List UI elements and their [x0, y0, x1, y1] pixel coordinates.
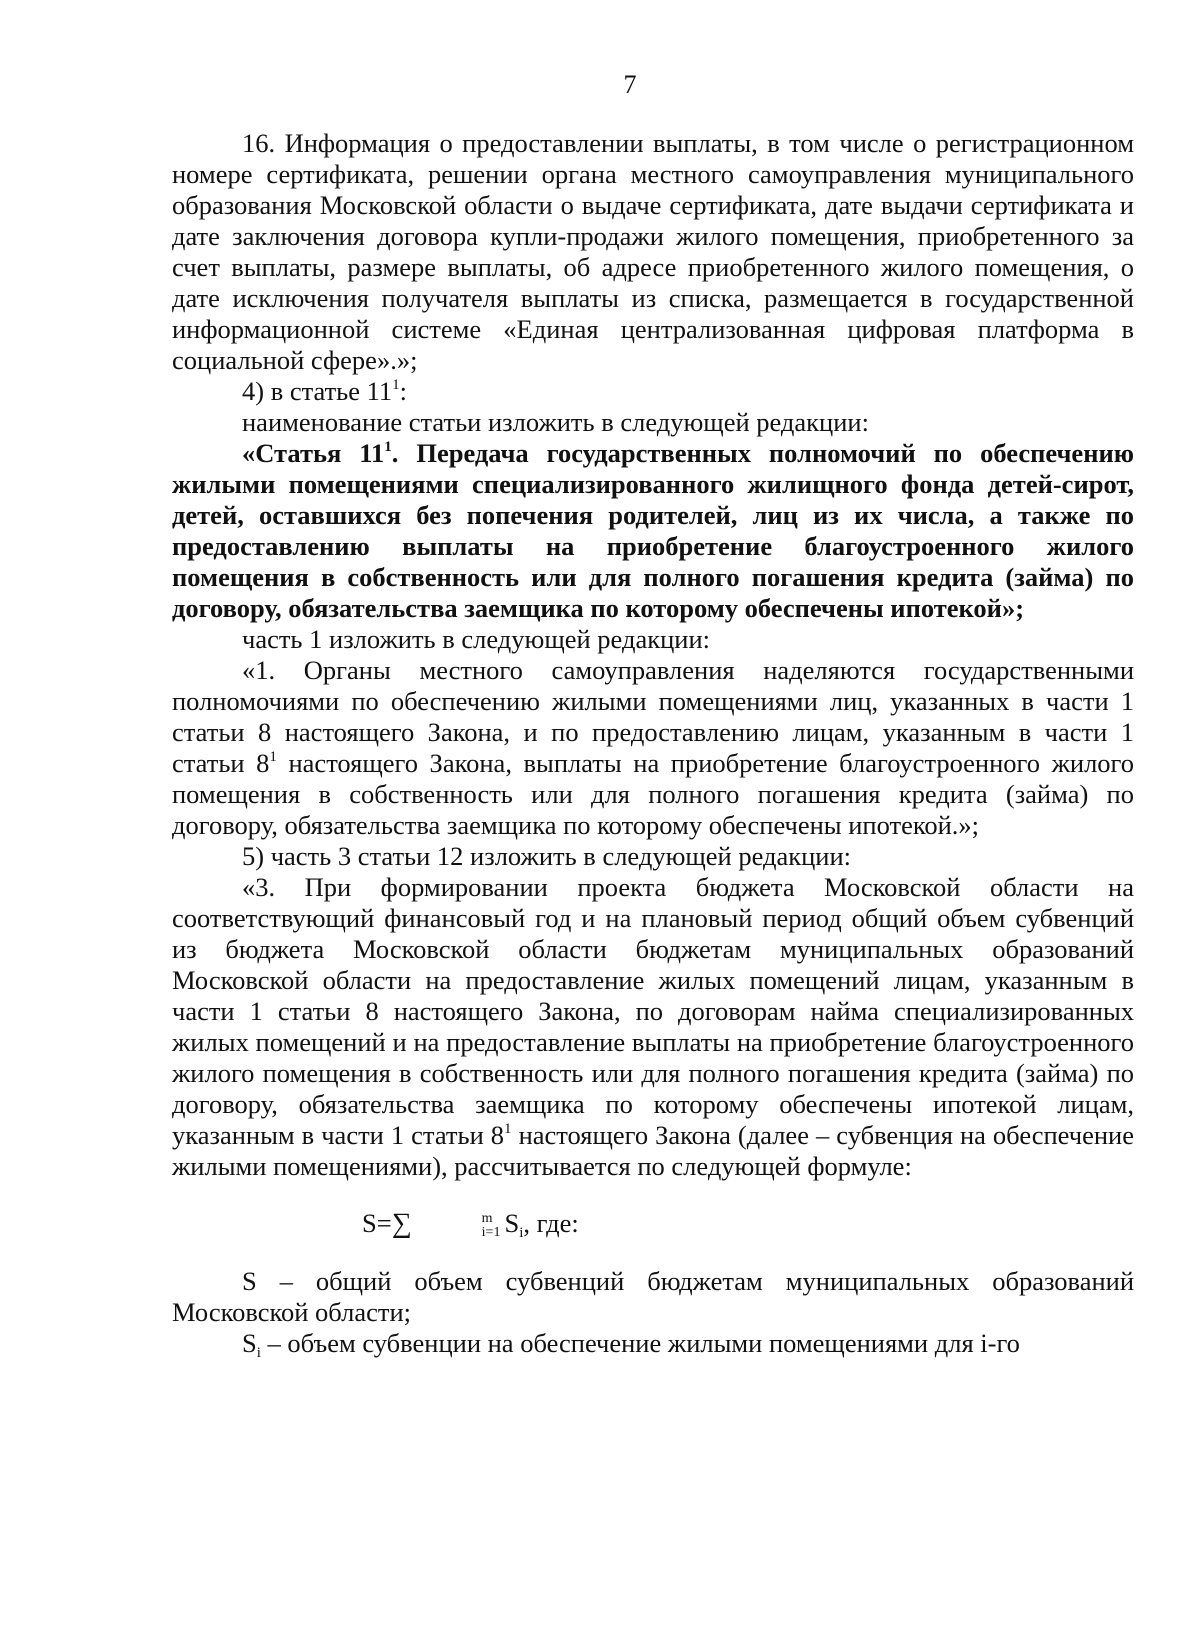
rename-instruction: наименование статьи изложить в следующей редакции:: [242, 407, 869, 437]
formula-term-subscript: i: [519, 1225, 524, 1241]
part-1-superscript: 1: [269, 749, 277, 765]
definition-si-symbol: S: [242, 1327, 257, 1358]
definition-si-text: – объем субвенции на обеспечение жилыми помещениями для i-го: [260, 1327, 1020, 1358]
sum-upper-limit: m: [481, 1210, 493, 1226]
article-title-superscript: 1: [384, 439, 392, 455]
item-5: 5) часть 3 статьи 12 изложить в следующей редакции:: [242, 841, 852, 871]
part-1-text-a: «1. Органы местного самоуправления наделяются государственными полномочиями по обеспечению жилыми помещениями лиц, указанных в части 1 статьи 8 настоящего Закона, и по предоставлению лицам, указанным в части 1 статьи 8: [172, 655, 1134, 778]
item-4-tail: :: [399, 376, 408, 406]
formula: [172, 1208, 1134, 1240]
formula-tail: , где:: [523, 1208, 579, 1238]
definition-si: [172, 1328, 1134, 1359]
item-4: [172, 376, 1134, 407]
part-1-text-b: настоящего Закона, выплаты на приобретение благоустроенного жилого помещения в собственность или для полного погашения кредита (займа) по договору, обязательства заемщика по которому обеспечены ипотекой.»;: [172, 748, 1134, 840]
part-1-intro: часть 1 изложить в следующей редакции:: [242, 624, 710, 654]
item-4-superscript: 1: [392, 377, 400, 393]
part-3-text-a: «3. При формировании проекта бюджета Московской области на соответствующий финансовый год и на плановый период общий объем субвенций из бюджета Московской области бюджетам муниципальных образований Московской области на предоставление жилых помещений лицам, указанным в части 1 статьи 8 настоящего Закона, по договорам найма специализированных жилых помещений и на предоставление выплаты на приобретение благоустроенного жилого помещения в собственность или для полного погашения кредита (займа) по договору, обязательства заемщика по которому обеспечены ипотекой лицам, указанным в части 1 статьи 8: [172, 872, 1134, 1150]
definition-si-subscript: i: [256, 1344, 261, 1361]
article-title-start: «Статья 11: [242, 438, 385, 468]
sum-lower-limit: i=1: [481, 1224, 501, 1240]
formula-lhs: S=: [362, 1208, 392, 1238]
page-number: 7: [623, 70, 637, 99]
document-body: [172, 128, 1134, 1359]
definition-s: S – общий объем субвенций бюджетам муниципальных образований Московской области;: [172, 1265, 1134, 1327]
part-1-text: [172, 655, 1134, 841]
formula-term: S: [504, 1208, 520, 1238]
article-title: [172, 438, 1134, 624]
part-3-superscript: 1: [504, 1121, 512, 1137]
part-3-text-b: настоящего Закона (далее – субвенция на обеспечение жилыми помещениями), рассчитывается по следующей формуле:: [172, 1120, 1135, 1181]
paragraph-16: 16. Информация о предоставлении выплаты, в том числе о регистрационном номере сертификата, решении органа местного самоуправления муниципального образования Московской области о выдаче сертификата, дате выдачи сертификата и дате заключения договора купли-продажи жилого помещения, приобретенного за счет выплаты, размере выплаты, об адресе приобретенного жилого помещения, о дате исключения получателя выплаты из списка, размещается в государственной информационной системе «Единая централизованная цифровая платформа в социальной сфере».»;: [172, 128, 1134, 375]
item-4-text: 4) в статье 11: [242, 376, 393, 406]
article-title-rest: . Передача государственных полномочий по обеспечению жилыми помещениями специализированного жилищного фонда детей-сирот, детей, оставшихся без попечения родителей, лиц из их числа, а также по предоставлению выплаты на приобретение благоустроенного жилого помещения в собственность или для полного погашения кредита (займа) по договору, обязательства заемщика по которому обеспечены ипотекой»;: [172, 438, 1134, 623]
part-3-text: [172, 872, 1134, 1182]
sigma-symbol: ∑: [391, 1208, 412, 1239]
sum-limits: [412, 1212, 501, 1240]
